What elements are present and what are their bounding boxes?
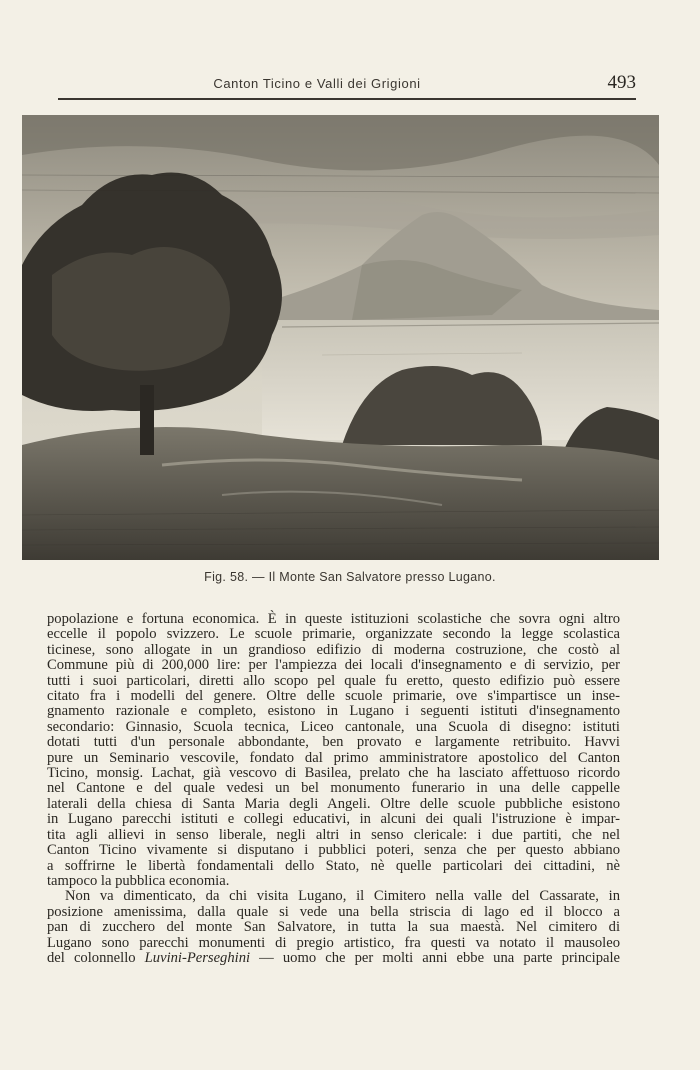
- text-line: a soffrirne le libertà fondamentali dello Stato, nè quelle particolari dei cittadini, nè: [47, 857, 620, 874]
- text-line: secondario: Ginnasio, Scuola tecnica, Liceo cantonale, una Scuola di disegno: istituti: [47, 718, 620, 735]
- figure-caption: Fig. 58. — Il Monte San Salvatore presso Lugano.: [204, 570, 496, 584]
- text-line: pan di zucchero del monte San Salvatore, in tutta la sua maestà. Nel cimitero di: [47, 919, 620, 936]
- text-line: nel Cantone e del quale vedesi un bel monumento funerario in una delle cappelle: [47, 780, 620, 797]
- page-header: [58, 74, 636, 100]
- text-line: posizione amenissima, dalla quale si vede una bella striscia di lago ed il blocco a: [47, 903, 620, 920]
- text-line: laterali della chiesa di Santa Maria degli Angeli. Oltre delle scuole pubbliche esistono: [47, 795, 620, 812]
- text-line-last: [47, 951, 620, 966]
- text-fragment: — uomo che per molti anni ebbe una parte principale: [250, 949, 621, 966]
- text-line: eccelle il popolo svizzero. Le scuole primarie, organizzate secondo la legge scolastica: [47, 626, 620, 643]
- tree-trunk: [140, 385, 154, 455]
- text-line: Ticino, monsig. Lachat, già vescovo di Basilea, prelato che ha lasciato affettuoso ricordo: [47, 765, 620, 782]
- running-title: Canton Ticino e Valli dei Grigioni: [213, 76, 421, 91]
- text-line: tampoco la pubblica economia.: [47, 872, 230, 889]
- text-line: Non va dimenticato, da chi visita Lugano, il Cimitero nella valle del Cassarate, in: [65, 888, 620, 905]
- page-number: 493: [607, 72, 636, 93]
- text-line: pure un Seminario vescovile, fondato dal primo amministratore apostolico del Canton: [47, 749, 620, 766]
- text-line: popolazione e fortuna economica. È in queste istituzioni scolastiche che sovra ogni altro: [47, 611, 620, 627]
- text-line: tita agli allievi in senso liberale, negli altri in senso clericale: i due partiti, che nel: [47, 826, 620, 843]
- text-line: Lugano sono parecchi monumenti di pregio artistico, fra questi va notato il mausoleo: [47, 934, 620, 951]
- text-line: gnamento razionale e completo, esistono in Lugano i seguenti istituti d'insegnamento: [47, 703, 620, 720]
- emphasized-name: Luvini-Perseghini: [144, 949, 251, 966]
- text-line: Commune più di 200,000 lire: per l'ampiezza dei locali d'insegnamento e di servizio, per: [47, 657, 620, 674]
- figure-illustration: [22, 115, 659, 560]
- text-line: in Lugano parecchi istituti e collegi educativi, in alcuni dei quali l'istruzione è impar-: [47, 811, 620, 828]
- text-line: dotati tutti d'un personale abbondante, ben provato e largamente retribuito. Havvi: [47, 734, 620, 751]
- text-fragment: del colonnello: [47, 949, 145, 966]
- engraving-landscape: [22, 115, 659, 560]
- text-line: citato fra i modelli del genere. Oltre delle scuole primarie, ove s'impartisce un inse-: [47, 688, 620, 705]
- text-line: ticinese, sono allogate in un grandioso edifizio di moderna costruzione, che costò al: [47, 641, 620, 658]
- body-text: [47, 612, 620, 966]
- text-line: tutti i suoi particolari, diretti allo scopo pel quale fu eretto, questo edifizio può essere: [47, 672, 620, 689]
- text-line: Canton Ticino vivamente si disputano i pubblici poteri, senza che per questo abbiano: [47, 842, 620, 859]
